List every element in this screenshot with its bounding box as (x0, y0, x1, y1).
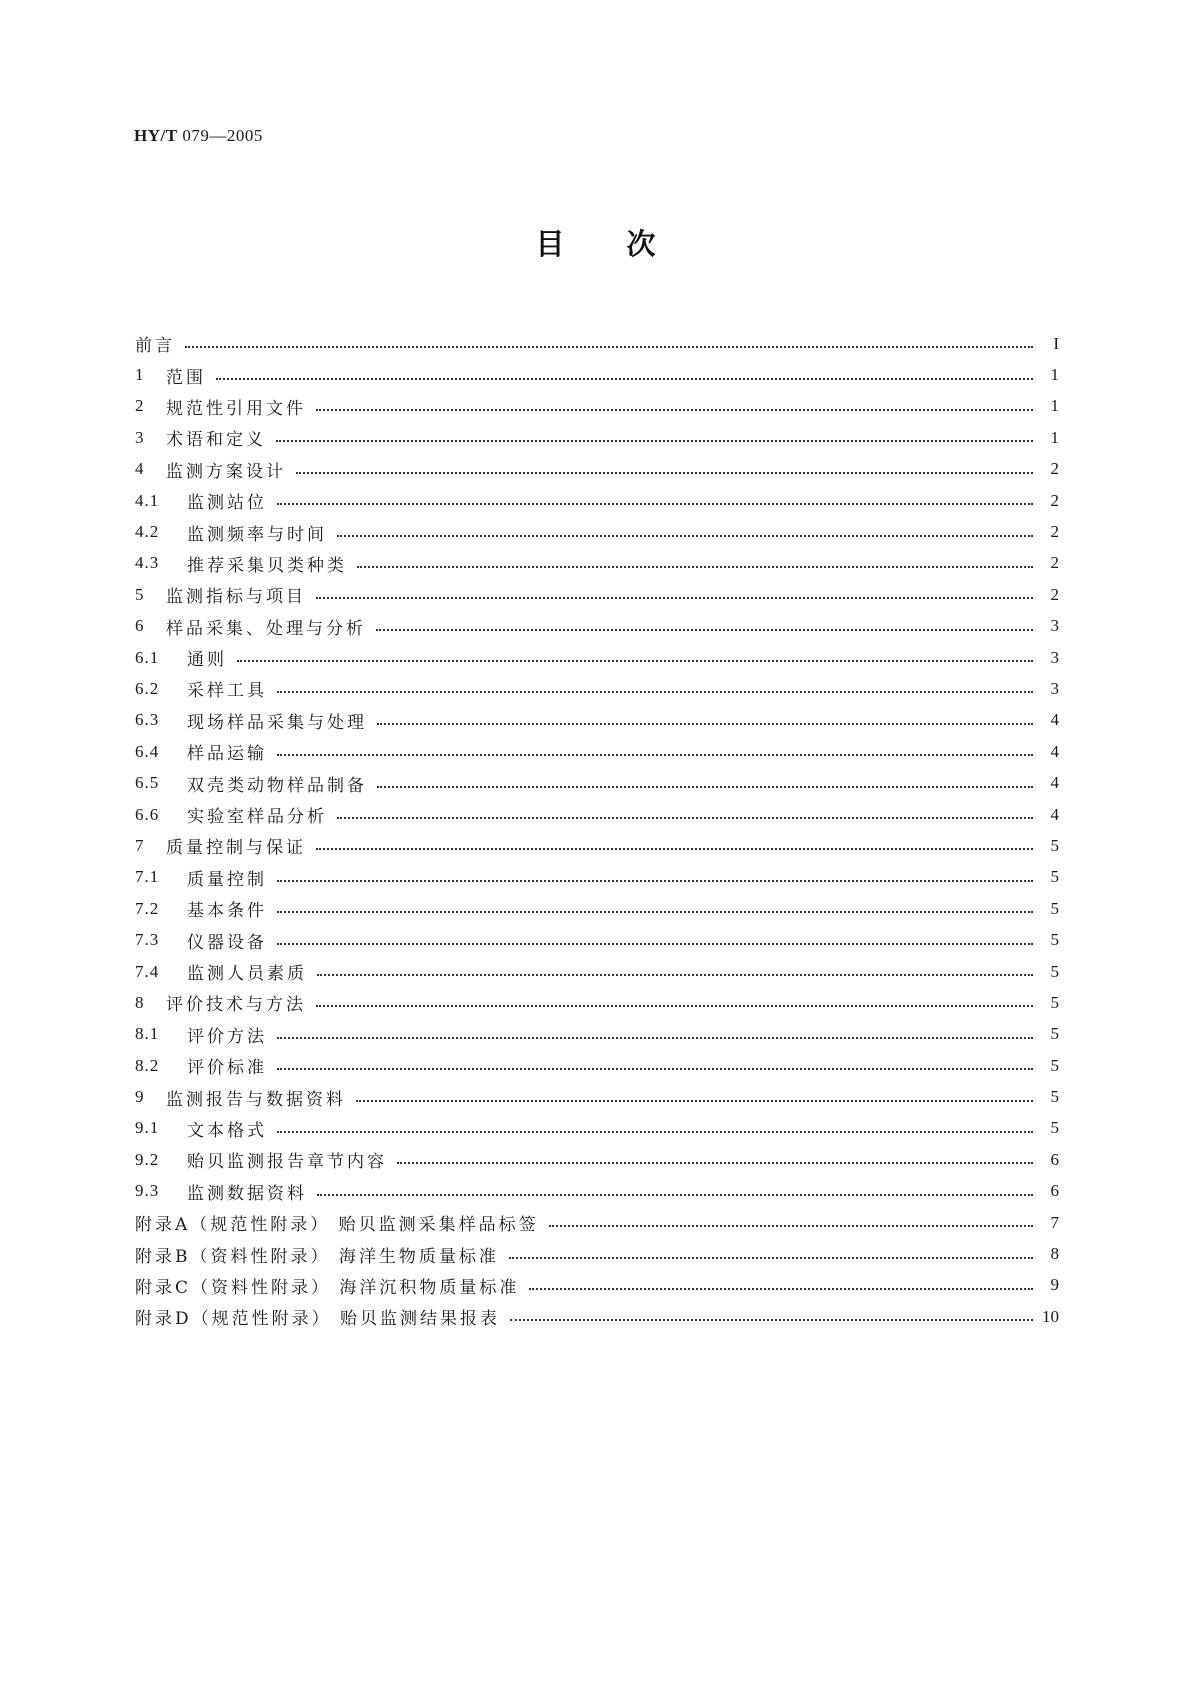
toc-dot-leader (357, 565, 1033, 568)
toc-dot-leader (296, 471, 1033, 474)
toc-entry-number: 3 (135, 427, 145, 447)
toc-entry-label: 文本格式 (187, 1120, 267, 1141)
toc-entry-label: 评价技术与方法 (166, 995, 306, 1016)
toc-entry-label: 评价标准 (187, 1058, 267, 1079)
toc-entry[interactable] (135, 1019, 1059, 1050)
toc-entry[interactable] (135, 893, 1059, 924)
toc-entry-page-number: 1 (1050, 365, 1059, 385)
toc-entry-label: 质量控制 (187, 869, 267, 890)
toc-entry-label: 附录A（规范性附录） 贻贝监测采集样品标签 (135, 1215, 539, 1236)
toc-entry-page-number: 5 (1050, 961, 1059, 981)
toc-dot-leader (277, 910, 1033, 913)
toc-entry-label: 贻贝监测报告章节内容 (187, 1152, 387, 1173)
toc-entry[interactable] (135, 862, 1059, 893)
toc-entry-number: 9.3 (135, 1181, 160, 1201)
toc-entry-number: 9.2 (135, 1149, 160, 1169)
toc-dot-leader (317, 1193, 1033, 1196)
toc-entry[interactable] (135, 799, 1059, 830)
toc-entry-label: 监测频率与时间 (187, 524, 327, 545)
toc-entry-label: 实验室样品分析 (187, 807, 327, 828)
toc-entry-page-number: 2 (1050, 490, 1059, 510)
toc-dot-leader (237, 659, 1033, 662)
toc-dot-leader (377, 785, 1033, 788)
toc-entry-page-number: 5 (1050, 1087, 1059, 1107)
toc-entry-page-number: 5 (1050, 930, 1059, 950)
toc-entry[interactable] (135, 359, 1059, 390)
toc-entry-page-number: 5 (1050, 898, 1059, 918)
toc-entry-number: 6.5 (135, 773, 160, 793)
toc-dot-leader (277, 1036, 1033, 1039)
toc-dot-leader (277, 1130, 1033, 1133)
toc-dot-leader (316, 847, 1033, 850)
toc-entry-label: 附录C（资料性附录） 海洋沉积物质量标准 (135, 1277, 520, 1298)
toc-dot-leader (276, 439, 1033, 442)
toc-entry[interactable] (135, 1081, 1059, 1112)
toc-entry-number: 6.1 (135, 647, 160, 667)
toc-entry-label: 样品运输 (187, 744, 267, 765)
toc-dot-leader (277, 690, 1033, 693)
toc-entry-page-number: 1 (1050, 427, 1059, 447)
toc-entry-label: 质量控制与保证 (166, 838, 306, 859)
toc-entry-page-number: 9 (1050, 1275, 1059, 1295)
toc-entry-page-number: 3 (1050, 678, 1059, 698)
toc-entry-number: 8.2 (135, 1055, 160, 1075)
toc-entry-label: 监测报告与数据资料 (166, 1089, 346, 1110)
toc-dot-leader (185, 345, 1033, 348)
toc-entry-number: 7.3 (135, 930, 160, 950)
document-code-prefix: HY/T (134, 126, 178, 145)
toc-entry-page-number: 10 (1042, 1306, 1059, 1326)
toc-entry[interactable] (135, 1144, 1059, 1175)
toc-entry-page-number: 4 (1050, 773, 1059, 793)
toc-dot-leader (337, 816, 1033, 819)
toc-entry-label: 评价方法 (187, 1026, 267, 1047)
toc-entry-label: 范围 (166, 367, 206, 388)
toc-entry-label: 监测人员素质 (187, 964, 307, 984)
toc-entry[interactable] (135, 611, 1059, 642)
toc-entry-page-number: 4 (1050, 804, 1059, 824)
toc-title: 目次 (535, 227, 718, 261)
toc-entry-label: 监测方案设计 (166, 461, 286, 482)
toc-entry[interactable] (135, 767, 1059, 798)
table-of-contents (135, 328, 1059, 1333)
toc-dot-leader (509, 1256, 1033, 1259)
toc-entry[interactable] (135, 516, 1059, 547)
toc-entry-page-number: 2 (1050, 553, 1059, 573)
toc-entry-page-number: 2 (1050, 522, 1059, 542)
toc-entry-page-number: 4 (1050, 741, 1059, 761)
toc-entry-number: 8 (135, 992, 145, 1012)
toc-dot-leader (356, 1099, 1033, 1102)
toc-entry[interactable] (135, 1050, 1059, 1081)
toc-dot-leader (377, 722, 1033, 725)
toc-entry-page-number: 5 (1050, 1024, 1059, 1044)
toc-entry-page-number: 5 (1050, 992, 1059, 1012)
toc-dot-leader (397, 1161, 1033, 1164)
toc-entry[interactable] (135, 579, 1059, 610)
toc-entry[interactable] (135, 705, 1059, 736)
toc-dot-leader (317, 973, 1033, 976)
document-code (134, 126, 263, 146)
toc-entry[interactable] (135, 1238, 1059, 1269)
toc-dot-leader (529, 1287, 1033, 1290)
toc-entry[interactable] (135, 1113, 1059, 1144)
toc-entry-label: 推荐采集贝类种类 (187, 555, 347, 576)
toc-dot-leader (277, 1067, 1033, 1070)
toc-entry-label: 监测站位 (187, 493, 267, 514)
toc-entry-number: 2 (135, 396, 145, 416)
toc-entry[interactable] (135, 454, 1059, 485)
toc-entry-label: 双壳类动物样品制备 (187, 775, 367, 796)
toc-entry-number: 1 (135, 365, 145, 385)
toc-entry-number: 6.3 (135, 710, 160, 730)
toc-entry-page-number: 3 (1050, 616, 1059, 636)
toc-entry[interactable] (135, 1270, 1059, 1301)
toc-dot-leader (376, 628, 1033, 631)
toc-entry-page-number: I (1053, 333, 1059, 353)
document-code-number: 079—2005 (177, 126, 263, 145)
toc-entry[interactable] (135, 548, 1059, 579)
toc-entry-page-number: 4 (1050, 710, 1059, 730)
toc-entry-page-number: 6 (1050, 1181, 1059, 1201)
toc-dot-leader (316, 596, 1033, 599)
toc-entry-page-number: 7 (1050, 1212, 1059, 1232)
toc-entry-number: 7.1 (135, 867, 160, 887)
toc-entry-number: 4.1 (135, 490, 160, 510)
toc-entry-number: 7.2 (135, 898, 160, 918)
toc-entry-number: 7.4 (135, 961, 160, 981)
toc-entry[interactable] (135, 422, 1059, 453)
toc-entry[interactable] (135, 1301, 1059, 1332)
toc-entry-label: 前言 (135, 336, 175, 357)
toc-dot-leader (216, 377, 1033, 380)
toc-entry-number: 9 (135, 1087, 145, 1107)
toc-dot-leader (277, 879, 1033, 882)
toc-entry-number: 9.1 (135, 1118, 160, 1138)
toc-entry[interactable] (135, 987, 1059, 1018)
toc-entry-label: 附录D（规范性附录） 贻贝监测结果报表 (135, 1309, 501, 1330)
toc-entry-page-number: 5 (1050, 835, 1059, 855)
toc-dot-leader (316, 408, 1033, 411)
toc-entry-label: 监测指标与项目 (166, 587, 306, 608)
toc-entry[interactable] (135, 391, 1059, 422)
toc-dot-leader (337, 534, 1033, 537)
toc-entry-number: 6.4 (135, 741, 160, 761)
toc-entry-page-number: 5 (1050, 1118, 1059, 1138)
toc-entry-page-number: 1 (1050, 396, 1059, 416)
toc-entry[interactable] (135, 924, 1059, 955)
toc-dot-leader (549, 1224, 1033, 1227)
toc-entry-number: 4.2 (135, 522, 160, 542)
toc-entry-page-number: 5 (1050, 1055, 1059, 1075)
toc-entry-page-number: 2 (1050, 459, 1059, 479)
toc-entry-page-number: 3 (1050, 647, 1059, 667)
toc-entry-label: 现场样品采集与处理 (187, 712, 367, 733)
toc-dot-leader (316, 1004, 1033, 1007)
toc-entry-label: 通则 (187, 650, 227, 671)
toc-entry-number: 6 (135, 616, 145, 636)
toc-entry[interactable] (135, 328, 1059, 359)
toc-entry-number: 7 (135, 835, 145, 855)
toc-entry-number: 8.1 (135, 1024, 160, 1044)
toc-entry-page-number: 6 (1050, 1149, 1059, 1169)
toc-dot-leader (277, 502, 1033, 505)
toc-entry[interactable] (135, 1176, 1059, 1207)
toc-entry[interactable] (135, 485, 1059, 516)
toc-entry-number: 4.3 (135, 553, 160, 573)
toc-entry-label: 样品采集、处理与分析 (166, 618, 366, 639)
toc-entry-label: 基本条件 (187, 901, 267, 922)
toc-entry-label: 仪器设备 (187, 932, 267, 953)
toc-dot-leader (510, 1318, 1033, 1321)
toc-entry-page-number: 5 (1050, 867, 1059, 887)
toc-entry-number: 5 (135, 584, 145, 604)
toc-dot-leader (277, 942, 1033, 945)
toc-entry[interactable] (135, 642, 1059, 673)
toc-entry-number: 6.6 (135, 804, 160, 824)
toc-entry-number: 4 (135, 459, 145, 479)
toc-entry[interactable] (135, 830, 1059, 861)
toc-entry-label: 采样工具 (187, 681, 267, 702)
toc-entry-page-number: 8 (1050, 1244, 1059, 1264)
toc-entry-label: 附录B（资料性附录） 海洋生物质量标准 (135, 1246, 499, 1267)
toc-entry-page-number: 2 (1050, 584, 1059, 604)
toc-entry[interactable] (135, 736, 1059, 767)
toc-entry[interactable] (135, 1207, 1059, 1238)
toc-entry[interactable] (135, 673, 1059, 704)
toc-entry[interactable] (135, 956, 1059, 987)
toc-entry-label: 术语和定义 (166, 430, 266, 451)
toc-entry-label: 监测数据资料 (187, 1183, 307, 1204)
toc-dot-leader (277, 753, 1033, 756)
toc-entry-number: 6.2 (135, 678, 160, 698)
toc-entry-label: 规范性引用文件 (166, 398, 306, 419)
